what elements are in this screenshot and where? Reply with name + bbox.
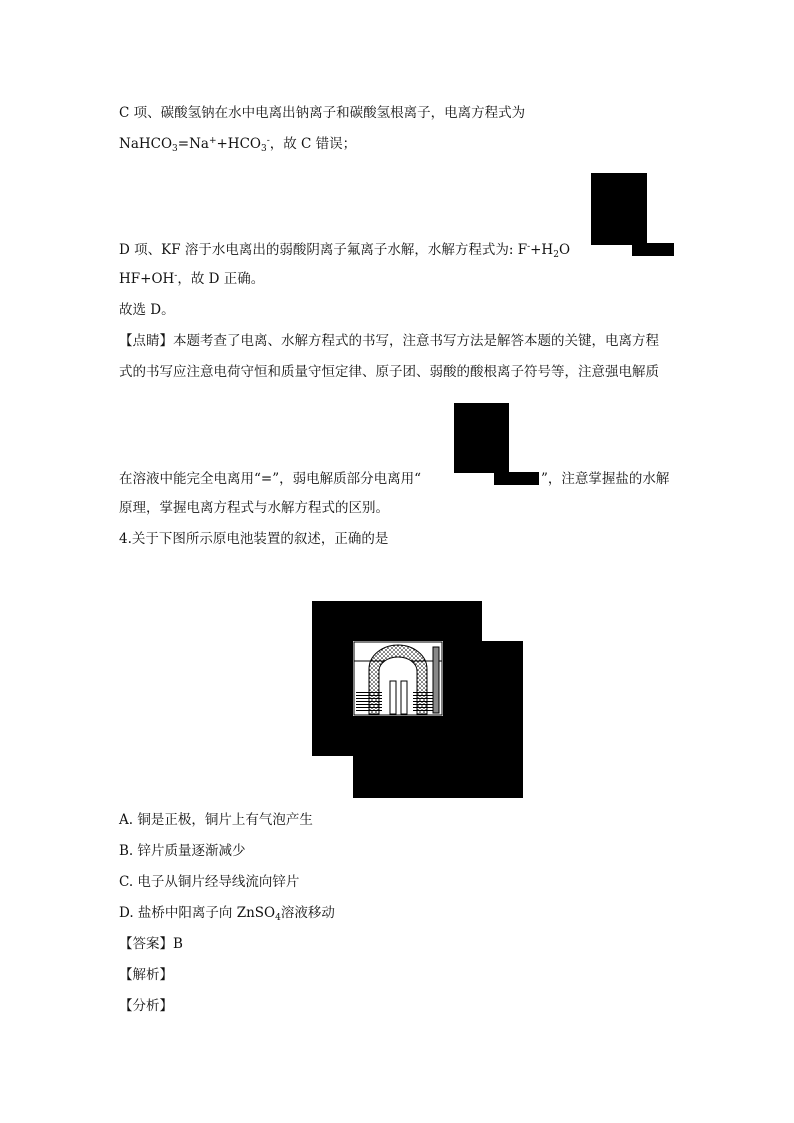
text-part: HF+OH [119,271,175,287]
text-sup: - [174,271,178,281]
text-sub: 4 [275,913,281,923]
cell-diagram-svg [353,641,443,716]
redacted-image-block [454,403,509,473]
eq-sub: 3 [260,144,267,154]
salt-bridge [369,645,427,714]
eq-part: NaHCO [119,136,173,152]
comment-line: ”，注意掌握盐的水解 [541,471,670,487]
choice-statement: 故选 D。 [119,302,175,318]
text-part: 溶液移动 [280,905,335,921]
cell-diagram [353,641,443,716]
comment-line: 在溶液中能完全电离用“=”，弱电解质部分电离用“ [119,471,422,487]
eq-sup: + [208,136,217,146]
option-d [119,903,335,923]
ionization-equation [119,134,356,154]
eq-part: ，故 C 错误； [269,136,357,152]
redacted-image-block [591,173,647,245]
text-sup: - [527,242,531,252]
answer-label: 【答案】B [119,936,183,952]
option-a: A. 铜是正极，铜片上有气泡产生 [119,812,313,828]
text-part: D. 盐桥中阳离子向 ZnSO [119,905,276,921]
option-c: C. 电子从铜片经导线流向锌片 [119,874,300,890]
option-b: B. 锌片质量逐渐减少 [119,843,246,859]
eq-part: =Na [177,136,209,152]
option-d-explanation [119,240,570,260]
text-part: O [558,242,571,258]
comment-line: 【点睛】本题考查了电离、水解方程式的书写，注意书写方法是解答本题的关键，电离方程 [119,333,659,349]
zinc-electrode [390,681,396,714]
analysis-label: 【解析】 [119,967,173,983]
redacted-image-block [632,243,674,256]
comment-line: 式的书写应注意电荷守恒和质量守恒定律、原子团、弱酸的酸根离子符号等，注意强电解质 [119,364,659,380]
text-part: D 项、KF 溶于水电离出的弱酸阴离子氟离子水解，水解方程式为: F [119,242,528,258]
question-title: 4.关于下图所示原电池装置的叙述，正确的是 [119,531,389,547]
hydrolysis-equation [119,269,264,289]
eq-part: +HCO [216,136,261,152]
text-sub: 2 [553,250,559,260]
eq-sup: - [266,136,270,146]
text-part: +H [530,242,554,258]
redacted-image-block [494,472,539,485]
option-c-explanation: C 项、碳酸氢钠在水中电离出钠离子和碳酸氢根离子，电离方程式为 [119,105,526,121]
copper-electrode [401,681,407,714]
side-electrode [433,647,439,713]
comment-line: 原理，掌握电离方程式与水解方程式的区别。 [119,500,389,516]
text-part: ，故 D 正确。 [177,271,265,287]
eq-sub: 3 [172,144,178,154]
fenxi-label: 【分析】 [119,998,173,1014]
